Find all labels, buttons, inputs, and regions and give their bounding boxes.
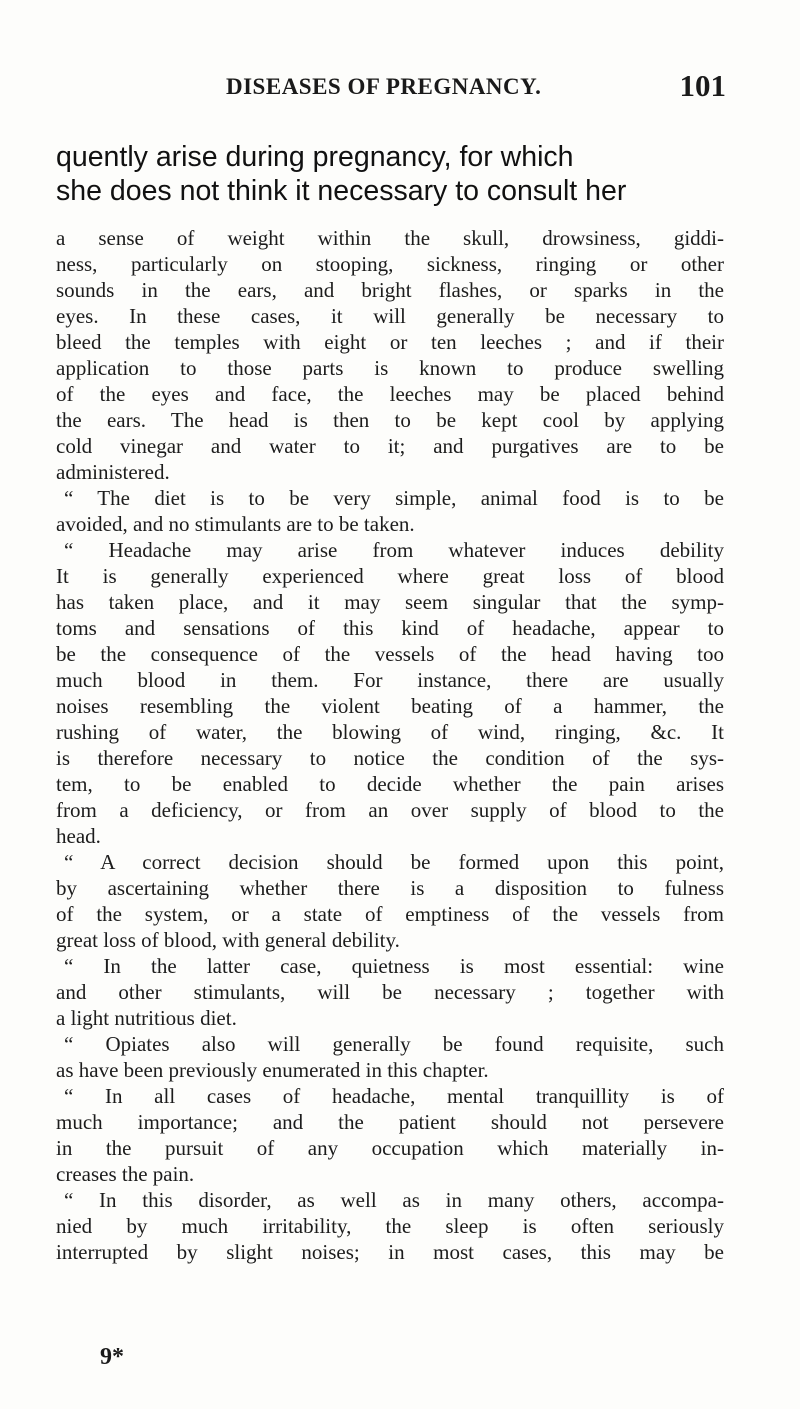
text-line: much blood in them. For instance, there are usually	[56, 668, 724, 692]
text-line: rushing of water, the blowing of wind, ringing, &c. It	[56, 720, 724, 744]
text-line: toms and sensations of this kind of headache, appear to	[56, 616, 724, 640]
text-line: be the consequence of the vessels of the head having too	[56, 642, 724, 666]
running-head	[56, 68, 726, 108]
text-line: sounds in the ears, and bright flashes, or sparks in the	[56, 278, 724, 302]
body-text	[56, 225, 724, 1265]
text-line: noises resembling the violent beating of a hammer, the	[56, 694, 724, 718]
text-line: “ A correct decision should be formed upon this point,	[64, 850, 724, 874]
text-line: creases the pain.	[56, 1162, 195, 1186]
text-line: has taken place, and it may seem singular that the symp-	[56, 590, 724, 614]
text-line: avoided, and no stimulants are to be taken.	[56, 512, 415, 536]
text-line: from a deficiency, or from an over supply of blood to the	[56, 798, 724, 822]
text-line: tem, to be enabled to decide whether the pain arises	[56, 772, 724, 796]
text-line: a sense of weight within the skull, drowsiness, giddi-	[56, 226, 724, 250]
text-line: “ Headache may arise from whatever induces debility	[64, 538, 724, 562]
text-line: great loss of blood, with general debility.	[56, 928, 400, 952]
page-number: 101	[679, 68, 726, 103]
text-line: and other stimulants, will be necessary ; together with	[56, 980, 724, 1004]
text-line: It is generally experienced where great loss of blood	[56, 564, 724, 588]
text-line: cold vinegar and water to it; and purgatives are to be	[56, 434, 724, 458]
text-line: ness, particularly on stooping, sickness, ringing or other	[56, 252, 724, 276]
text-line: eyes. In these cases, it will generally be necessary to	[56, 304, 724, 328]
text-line: the ears. The head is then to be kept cool by applying	[56, 408, 724, 432]
text-line: “ Opiates also will generally be found requisite, such	[64, 1032, 724, 1056]
text-line: much importance; and the patient should not persevere	[56, 1110, 724, 1134]
text-line: of the eyes and face, the leeches may be placed behind	[56, 382, 724, 406]
text-line: interrupted by slight noises; in most cases, this may be	[56, 1240, 724, 1264]
text-line: as have been previously enumerated in this chapter.	[56, 1058, 489, 1082]
text-line: “ The diet is to be very simple, animal food is to be	[64, 486, 724, 510]
text-line: by ascertaining whether there is a disposition to fulness	[56, 876, 724, 900]
overlay-text	[56, 140, 726, 208]
overlay-line: she does not think it necessary to consult her	[56, 175, 627, 207]
signature-mark: 9*	[100, 1344, 124, 1370]
text-line: application to those parts is known to produce swelling	[56, 356, 724, 380]
text-line: “ In all cases of headache, mental tranquillity is of	[64, 1084, 724, 1108]
text-line: bleed the temples with eight or ten leeches ; and if their	[56, 330, 724, 354]
running-title: DISEASES OF PREGNANCY.	[226, 74, 542, 99]
text-line: administered.	[56, 460, 170, 484]
text-line: of the system, or a state of emptiness of the vessels from	[56, 902, 724, 926]
text-line: head.	[56, 824, 101, 848]
text-line: nied by much irritability, the sleep is often seriously	[56, 1214, 724, 1238]
text-line: is therefore necessary to notice the condition of the sys-	[56, 746, 724, 770]
text-line: “ In the latter case, quietness is most essential: wine	[64, 954, 724, 978]
text-line: “ In this disorder, as well as in many others, accompa-	[64, 1188, 724, 1212]
overlay-line: quently arise during pregnancy, for which	[56, 141, 574, 173]
text-line: a light nutritious diet.	[56, 1006, 237, 1030]
text-line: in the pursuit of any occupation which materially in-	[56, 1136, 724, 1160]
